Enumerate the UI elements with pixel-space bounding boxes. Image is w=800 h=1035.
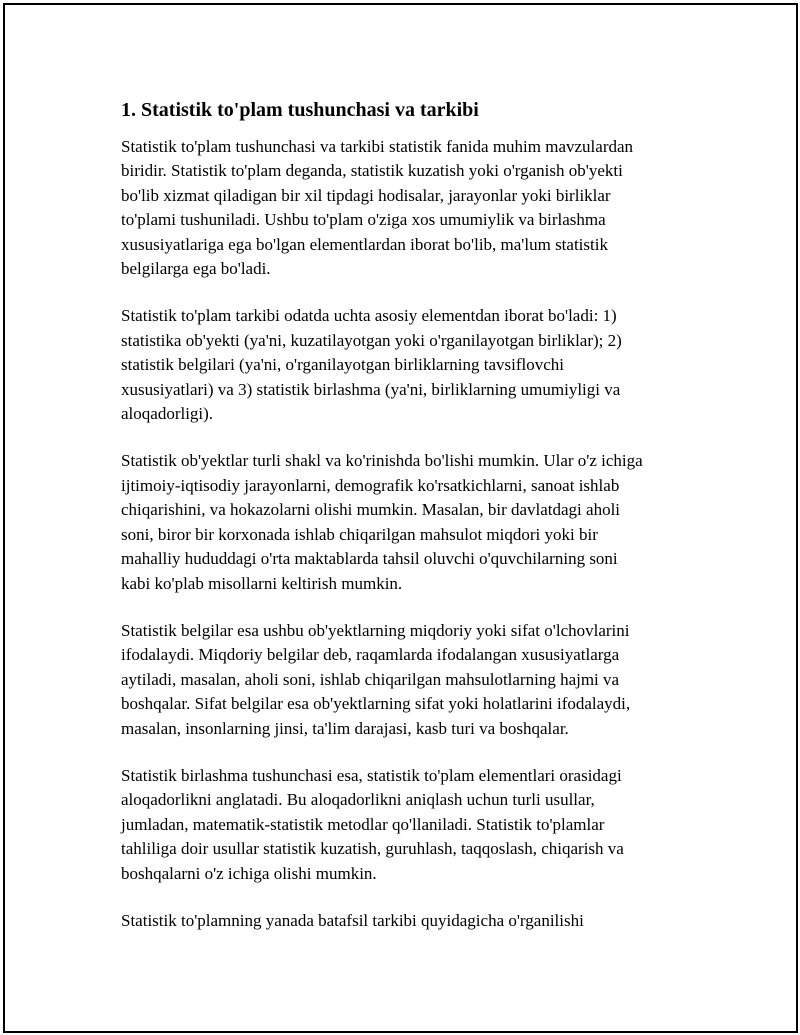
- text-line: tahliliga doir usullar statistik kuzatish, guruhlash, taqqoslash, chiqarish va: [121, 839, 624, 859]
- page-frame: [3, 3, 798, 1033]
- document-body: [121, 97, 701, 956]
- text-line: xususiyatlari) va 3) statistik birlashma (ya'ni, birliklarning umumiyligi va: [121, 379, 621, 399]
- text-line: boshqalar. Sifat belgilar esa ob'yektlarning sifat yoki holatlarini ifodalaydi,: [121, 694, 631, 714]
- text-line: soni, biror bir korxonada ishlab chiqarilgan mahsulot miqdori yoki bir: [121, 524, 598, 544]
- text-line: Statistik to'plamning yanada batafsil tarkibi quyidagicha o'rganilishi: [121, 910, 584, 930]
- text-line: ifodalaydi. Miqdoriy belgilar deb, raqamlarda ifodalangan xususiyatlarga: [121, 645, 620, 665]
- text-line: boshqalarni o'z ichiga olishi mumkin.: [121, 863, 377, 883]
- text-line: biridir. Statistik to'plam deganda, statistik kuzatish yoki o'rganish ob'yekti: [121, 161, 623, 181]
- text-line: Statistik birlashma tushunchasi esa, statistik to'plam elementlari orasidagi: [121, 765, 622, 785]
- text-line: xususiyatlariga ega bo'lgan elementlardan iborat bo'lib, ma'lum statistik: [121, 234, 608, 254]
- text-line: statistika ob'yekti (ya'ni, kuzatilayotgan yoki o'rganilayotgan birliklar); 2): [121, 330, 622, 350]
- text-line: aytiladi, masalan, aholi soni, ishlab chiqarilgan mahsulotlarning hajmi va: [121, 669, 620, 689]
- text-line: aloqadorlikni anglatadi. Bu aloqadorlikni aniqlash uchun turli usullar,: [121, 790, 595, 810]
- paragraph-5: [121, 764, 701, 886]
- text-line: aloqadorligi).: [121, 404, 214, 424]
- section-heading: 1. Statistik to'plam tushunchasi va tarkibi: [121, 99, 479, 121]
- text-line: Statistik to'plam tushunchasi va tarkibi statistik fanida muhim mavzulardan: [121, 137, 634, 156]
- text-line: Statistik ob'yektlar turli shakl va ko'rinishda bo'lishi mumkin. Ular o'z ichiga: [121, 451, 643, 471]
- text-line: masalan, insonlarning jinsi, ta'lim darajasi, kasb turi va boshqalar.: [121, 718, 569, 738]
- paragraph-4: [121, 619, 701, 741]
- text-line: mahalliy hududdagi o'rta maktablarda tahsil oluvchi o'quvchilarning soni: [121, 549, 618, 569]
- text-line: Statistik to'plam tarkibi odatda uchta asosiy elementdan iborat bo'ladi: 1): [121, 306, 617, 326]
- text-line: statistik belgilari (ya'ni, o'rganilayotgan birliklarning tavsiflovchi: [121, 355, 564, 375]
- text-line: to'plami tushuniladi. Ushbu to'plam o'ziga xos umumiylik va birlashma: [121, 210, 606, 230]
- paragraph-2: [121, 304, 701, 426]
- paragraph-1: [121, 135, 701, 281]
- paragraph-6: [121, 909, 701, 933]
- paragraph-3: [121, 449, 701, 595]
- text-line: belgilarga ega bo'ladi.: [121, 259, 271, 279]
- text-line: chiqarishini, va hokazolarni olishi mumkin. Masalan, bir davlatdagi aholi: [121, 500, 621, 520]
- text-line: jumladan, matematik-statistik metodlar qo'llaniladi. Statistik to'plamlar: [121, 814, 605, 834]
- text-line: ijtimoiy-iqtisodiy jarayonlarni, demografik ko'rsatkichlarni, sanoat ishlab: [121, 475, 620, 495]
- text-line: Statistik belgilar esa ushbu ob'yektlarning miqdoriy yoki sifat o'lchovlarini: [121, 620, 630, 640]
- text-line: kabi ko'plab misollarni keltirish mumkin.: [121, 573, 403, 593]
- text-line: bo'lib xizmat qiladigan bir xil tipdagi hodisalar, jarayonlar yoki birliklar: [121, 185, 611, 205]
